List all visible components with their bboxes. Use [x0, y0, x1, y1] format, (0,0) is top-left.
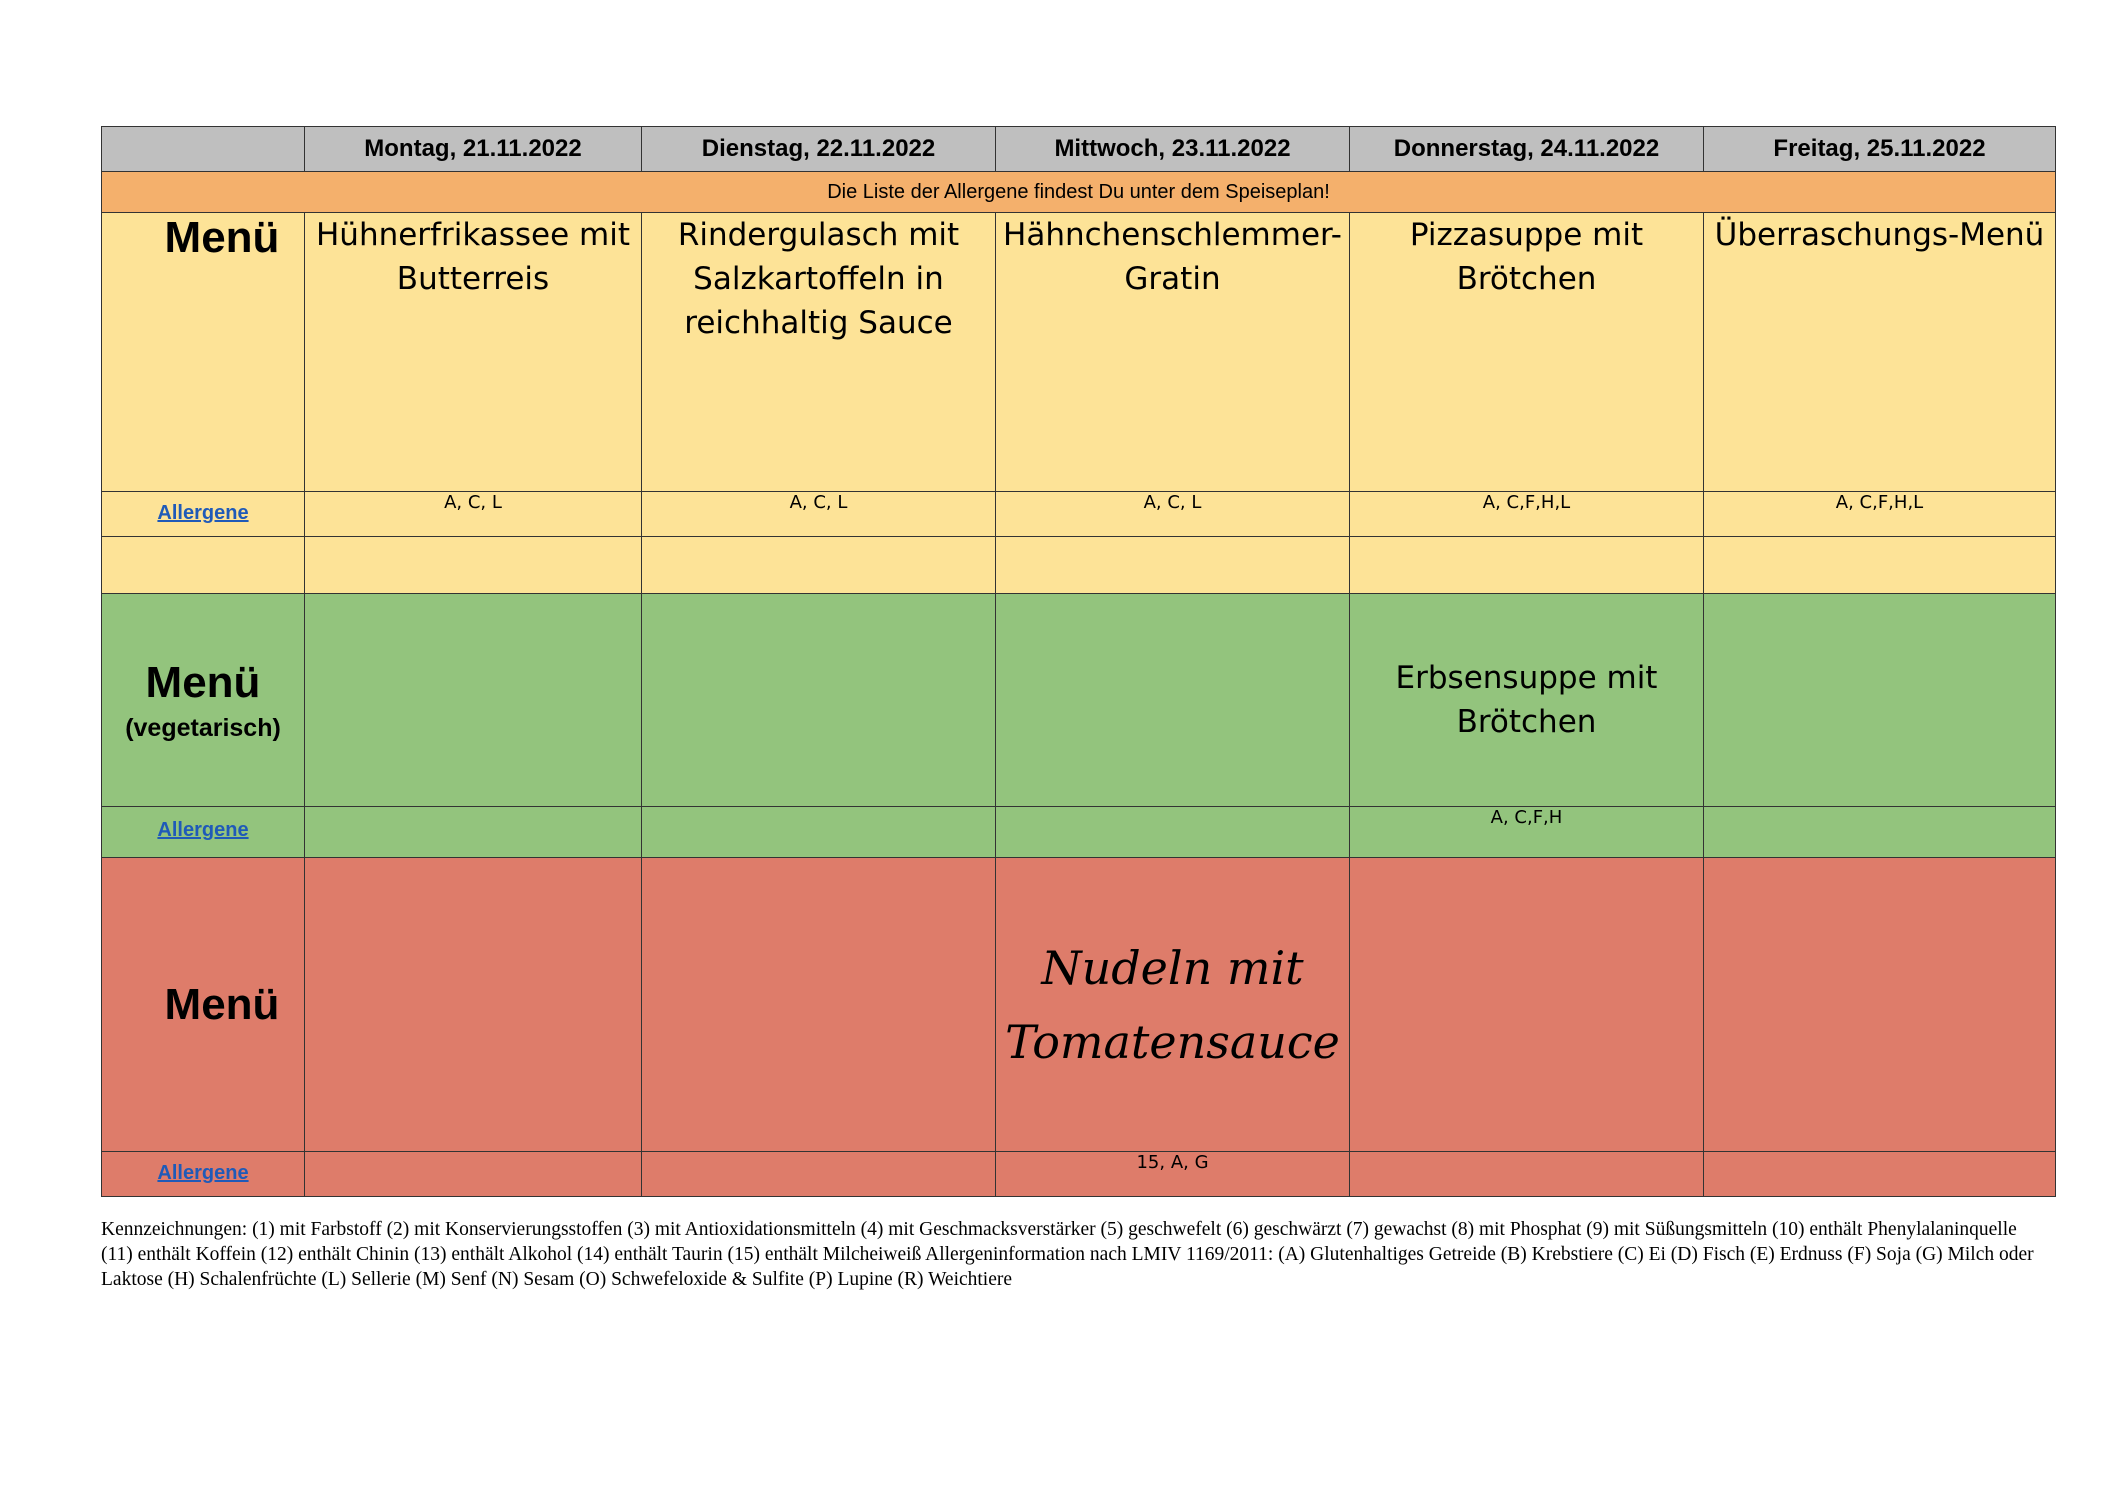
menu3-allergen-row [102, 1152, 2056, 1197]
menu3-allergens-thursday [1350, 1152, 1704, 1197]
menu1-allergens-wednesday: A, C, L [996, 492, 1350, 537]
menu1-allergens-monday: A, C, L [305, 492, 642, 537]
spacer-cell [102, 537, 305, 594]
menu1-dish-thursday: Pizzasuppe mit Brötchen [1350, 213, 1704, 492]
menu1-dish-friday: Überraschungs-Menü [1704, 213, 2056, 492]
menu2-allergens-wednesday [996, 807, 1350, 858]
spacer-cell [1704, 537, 2056, 594]
menu2-dish-thursday: Erbsensuppe mit Brötchen [1350, 594, 1704, 807]
menu1-allergen-link[interactable]: Allergene [157, 502, 249, 524]
day-header-thursday: Donnerstag, 24.11.2022 [1350, 127, 1704, 172]
menu3-allergen-link[interactable]: Allergene [157, 1162, 249, 1184]
menu2-label-cell [102, 594, 305, 807]
menu1-dish-tuesday: Rindergulasch mit Salzkartoffeln in reichhaltig Sauce [642, 213, 996, 492]
day-header-friday: Freitag, 25.11.2022 [1704, 127, 2056, 172]
menu2-allergens-friday [1704, 807, 2056, 858]
menu-plan-table [101, 126, 2056, 1197]
day-header-wednesday: Mittwoch, 23.11.2022 [996, 127, 1350, 172]
menu2-row [102, 594, 2056, 807]
menu3-dish-monday [305, 858, 642, 1152]
menu3-dish-thursday [1350, 858, 1704, 1152]
menu2-allergen-label-cell [102, 807, 305, 858]
spacer-cell [305, 537, 642, 594]
menu3-dish-friday [1704, 858, 2056, 1152]
spacer-row [102, 537, 2056, 594]
menu2-allergen-row [102, 807, 2056, 858]
menu2-dish-friday [1704, 594, 2056, 807]
menu3-allergen-label-cell [102, 1152, 305, 1197]
menu2-allergens-tuesday [642, 807, 996, 858]
menu1-allergens-thursday: A, C,F,H,L [1350, 492, 1704, 537]
spacer-cell [642, 537, 996, 594]
menu2-allergens-monday [305, 807, 642, 858]
menu3-dish-wednesday: Nudeln mit Tomatensauce [996, 858, 1350, 1152]
menu1-allergens-friday: A, C,F,H,L [1704, 492, 2056, 537]
menu1-label: Menü [164, 213, 280, 262]
menu1-dish-monday: Hühnerfrikassee mit Butterreis [305, 213, 642, 492]
menu1-allergen-label-cell [102, 492, 305, 537]
menu3-allergens-tuesday [642, 1152, 996, 1197]
spacer-cell [1350, 537, 1704, 594]
menu2-sublabel: (vegetarisch) [125, 713, 281, 742]
header-corner [102, 127, 305, 172]
day-header-tuesday: Dienstag, 22.11.2022 [642, 127, 996, 172]
menu3-allergens-wednesday: 15, A, G [996, 1152, 1350, 1197]
menu3-allergens-friday [1704, 1152, 2056, 1197]
menu3-label-cell [102, 858, 305, 1152]
menu1-dish-wednesday: Hähnchenschlemmer-Gratin [996, 213, 1350, 492]
header-row [102, 127, 2056, 172]
menu3-allergens-monday [305, 1152, 642, 1197]
menu2-dish-tuesday [642, 594, 996, 807]
menu1-row [102, 213, 2056, 492]
menu3-label: Menü [164, 979, 280, 1029]
day-header-monday: Montag, 21.11.2022 [305, 127, 642, 172]
menu1-allergen-row [102, 492, 2056, 537]
menu1-label-cell [102, 213, 305, 492]
menu3-dish-tuesday [642, 858, 996, 1152]
menu1-allergens-tuesday: A, C, L [642, 492, 996, 537]
menu2-allergen-link[interactable]: Allergene [157, 819, 249, 841]
spacer-cell [996, 537, 1350, 594]
menu2-allergens-thursday: A, C,F,H [1350, 807, 1704, 858]
menu2-dish-monday [305, 594, 642, 807]
menu3-row [102, 858, 2056, 1152]
notice-row [102, 172, 2056, 213]
allergen-legend: Kennzeichnungen: (1) mit Farbstoff (2) mit Konservierungsstoffen (3) mit Antioxidationsmitteln (4) mit Geschmacksverstärker (5) geschwefelt (6) geschwärzt (7) gewachst (8) mit Phosphat (9) mit Süßungsmitteln (10) enthält Phenylalaninquelle (11) enthält Koffein (12) enthält Chinin (13) enthält Alkohol (14) enthält Taurin (15) enthält Milcheiweiß Allergeninformation nach LMIV 1169/2011: (A) Glutenhaltiges Getreide (B) Krebstiere (C) Ei (D) Fisch (E) Erdnuss (F) Soja (G) Milch oder Laktose (H) Schalenfrüchte (L) Sellerie (M) Senf (N) Sesam (O) Schwefeloxide & Sulfite (P) Lupine (R) Weichtiere [101, 1219, 2034, 1290]
menu2-label: Menü [145, 657, 261, 707]
allergen-notice: Die Liste der Allergene findest Du unter dem Speiseplan! [102, 172, 2056, 213]
menu2-dish-wednesday [996, 594, 1350, 807]
